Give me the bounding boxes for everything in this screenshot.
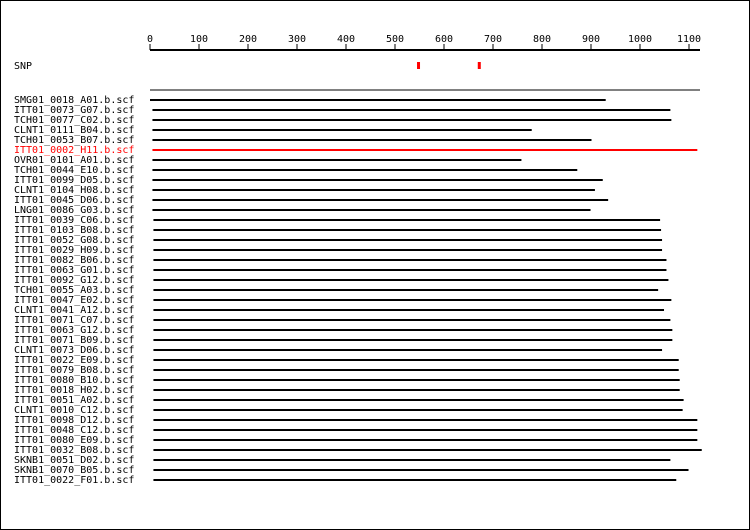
ruler-tick-label: 1000	[627, 34, 653, 45]
read-name[interactable]: CLNT1_0111_B04.b.scf	[14, 125, 135, 136]
snp-marker[interactable]	[478, 62, 481, 69]
read-name[interactable]: ITT01_0073_G07.b.scf	[14, 105, 135, 116]
read-name[interactable]: SKNB1_0051_D02.b.scf	[14, 455, 135, 466]
read-name[interactable]: ITT01_0071_C07.b.scf	[14, 315, 135, 326]
read-name[interactable]: ITT01_0002_H11.b.scf	[14, 145, 135, 156]
ruler-tick-label: 800	[532, 34, 552, 45]
read-name[interactable]: ITT01_0071_B09.b.scf	[14, 335, 135, 346]
read-name[interactable]: ITT01_0063_G12.b.scf	[14, 325, 135, 336]
ruler-tick-label: 500	[385, 34, 405, 45]
read-name[interactable]: SKNB1_0070_B05.b.scf	[14, 465, 135, 476]
ruler-tick-label: 1100	[676, 34, 702, 45]
read-name[interactable]: ITT01_0098_D12.b.scf	[14, 415, 135, 426]
snp-label: SNP	[14, 61, 33, 72]
read-name[interactable]: ITT01_0051_A02.b.scf	[14, 395, 135, 406]
read-name[interactable]: CLNT1_0104_H08.b.scf	[14, 185, 135, 196]
ruler-tick-label: 400	[336, 34, 356, 45]
read-name[interactable]: ITT01_0022_F01.b.scf	[14, 475, 135, 486]
read-name[interactable]: ITT01_0029_H09.b.scf	[14, 245, 135, 256]
snp-track	[417, 62, 481, 69]
read-name[interactable]: ITT01_0052_G08.b.scf	[14, 235, 135, 246]
read-name[interactable]: ITT01_0018_H02.b.scf	[14, 385, 135, 396]
read-name[interactable]: OVR01_0101_A01.b.scf	[14, 155, 135, 166]
read-name[interactable]: CLNT1_0073_D06.b.scf	[14, 345, 135, 356]
ruler-ticks	[147, 34, 701, 50]
read-name[interactable]: LNG01_0086_G03.b.scf	[14, 205, 135, 216]
read-name[interactable]: TCH01_0044_E10.b.scf	[14, 165, 135, 176]
read-name[interactable]: ITT01_0099_D05.b.scf	[14, 175, 135, 186]
read-name[interactable]: ITT01_0063_G01.b.scf	[14, 265, 135, 276]
read-name[interactable]: TCH01_0055_A03.b.scf	[14, 285, 135, 296]
read-name[interactable]: ITT01_0047_E02.b.scf	[14, 295, 135, 306]
read-name[interactable]: ITT01_0080_B10.b.scf	[14, 375, 135, 386]
read-name[interactable]: ITT01_0022_E09.b.scf	[14, 355, 135, 366]
read-name[interactable]: TCH01_0053_B07.b.scf	[14, 135, 135, 146]
read-name[interactable]: ITT01_0039_C06.b.scf	[14, 215, 135, 226]
ruler-tick-label: 300	[287, 34, 307, 45]
read-name[interactable]: ITT01_0032_B08.b.scf	[14, 445, 135, 456]
read-name[interactable]: ITT01_0079_B08.b.scf	[14, 365, 135, 376]
read-name[interactable]: CLNT1_0041_A12.b.scf	[14, 305, 135, 316]
read-name[interactable]: TCH01_0077_C02.b.scf	[14, 115, 135, 126]
read-name[interactable]: ITT01_0080_E09.b.scf	[14, 435, 135, 446]
ruler-tick-label: 600	[434, 34, 454, 45]
read-name[interactable]: ITT01_0048_C12.b.scf	[14, 425, 135, 436]
ruler-tick-label: 100	[189, 34, 209, 45]
ruler-tick-label: 0	[147, 34, 154, 45]
snp-marker[interactable]	[417, 62, 420, 69]
read-name[interactable]: ITT01_0103_B08.b.scf	[14, 225, 135, 236]
ruler-tick-label: 200	[238, 34, 258, 45]
read-name[interactable]: SMG01_0018_A01.b.scf	[14, 95, 135, 106]
read-name[interactable]: CLNT1_0010_C12.b.scf	[14, 405, 135, 416]
ruler-tick-label: 700	[483, 34, 503, 45]
ruler-tick-label: 900	[581, 34, 601, 45]
read-name[interactable]: ITT01_0045_D06.b.scf	[14, 195, 135, 206]
read-list	[14, 95, 702, 486]
read-name[interactable]: ITT01_0082_B06.b.scf	[14, 255, 135, 266]
read-name[interactable]: ITT01_0092_G12.b.scf	[14, 275, 135, 286]
